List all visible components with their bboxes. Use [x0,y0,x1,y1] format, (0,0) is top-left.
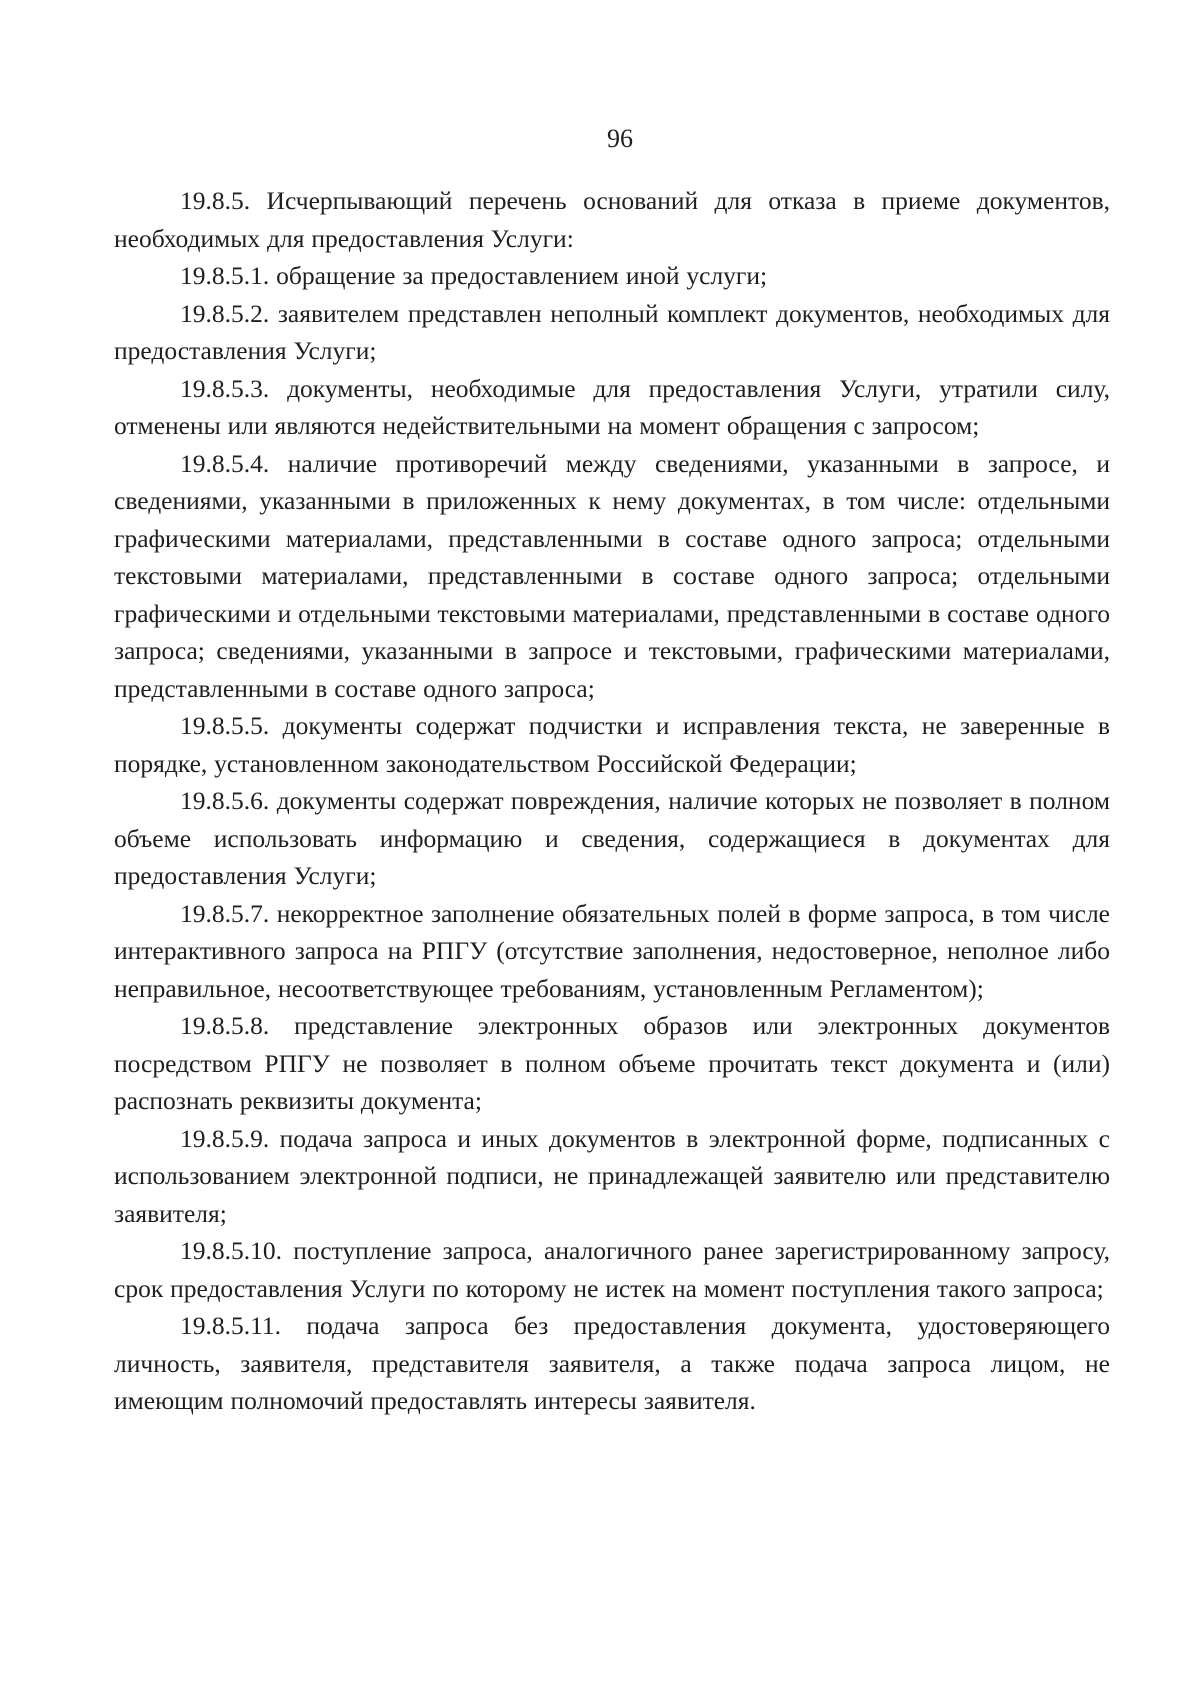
paragraph-19-8-5-11: 19.8.5.11. подача запроса без предоставления документа, удостоверяющего личность, заявителя, представителя заявителя, а также подача запроса лицом, не имеющим полномочий предоставлять интересы заявителя. [114,1311,1110,1415]
document-body [114,182,1110,1420]
paragraph-19-8-5-5: 19.8.5.5. документы содержат подчистки и исправления текста, не заверенные в порядке, установленном законодательством Российской Федерации; [114,711,1110,778]
paragraph-19-8-5-6: 19.8.5.6. документы содержат повреждения, наличие которых не позволяет в полном объеме использовать информацию и сведения, содержащиеся в документах для предоставления Услуги; [114,786,1110,890]
paragraph-19-8-5-8: 19.8.5.8. представление электронных образов или электронных документов посредством РПГУ не позволяет в полном объеме прочитать текст документа и (или) распознать реквизиты документа; [114,1011,1110,1115]
paragraph-19-8-5-4: 19.8.5.4. наличие противоречий между сведениями, указанными в запросе, и сведениями, указанными в приложенных к нему документах, в том числе: отдельными графическими материалами, представленными в составе одного запроса; отдельными текстовыми материалами, представленными в составе одного запроса; отдельными графическими и отдельными текстовыми материалами, представленными в составе одного запроса; сведениями, указанными в запросе и текстовыми, графическими материалами, представленными в составе одного запроса; [114,448,1110,703]
paragraph-19-8-5-2: 19.8.5.2. заявителем представлен неполный комплект документов, необходимых для предоставления Услуги; [114,298,1110,365]
paragraph-19-8-5: 19.8.5. Исчерпывающий перечень оснований для отказа в приеме документов, необходимых для предоставления Услуги: [114,186,1110,253]
paragraph-19-8-5-9: 19.8.5.9. подача запроса и иных документов в электронной форме, подписанных с использованием электронной подписи, не принадлежащей заявителю или представителю заявителя; [114,1123,1110,1228]
paragraph-19-8-5-10: 19.8.5.10. поступление запроса, аналогичного ранее зарегистрированному запросу, срок предоставления Услуги по которому не истек на момент поступления такого запроса; [114,1236,1110,1303]
paragraph-19-8-5-7: 19.8.5.7. некорректное заполнение обязательных полей в форме запроса, в том числе интерактивного запроса на РПГУ (отсутствие заполнения, недостоверное, неполное либо неправильное, несоответствующее требованиям, установленным Регламентом); [114,898,1110,1003]
paragraph-19-8-5-1: 19.8.5.1. обращение за предоставлением иной услуги; [180,261,768,290]
page-number: 96 [607,124,633,153]
paragraph-19-8-5-3: 19.8.5.3. документы, необходимые для предоставления Услуги, утратили силу, отменены или являются недействительными на момент обращения с запросом; [114,373,1110,440]
